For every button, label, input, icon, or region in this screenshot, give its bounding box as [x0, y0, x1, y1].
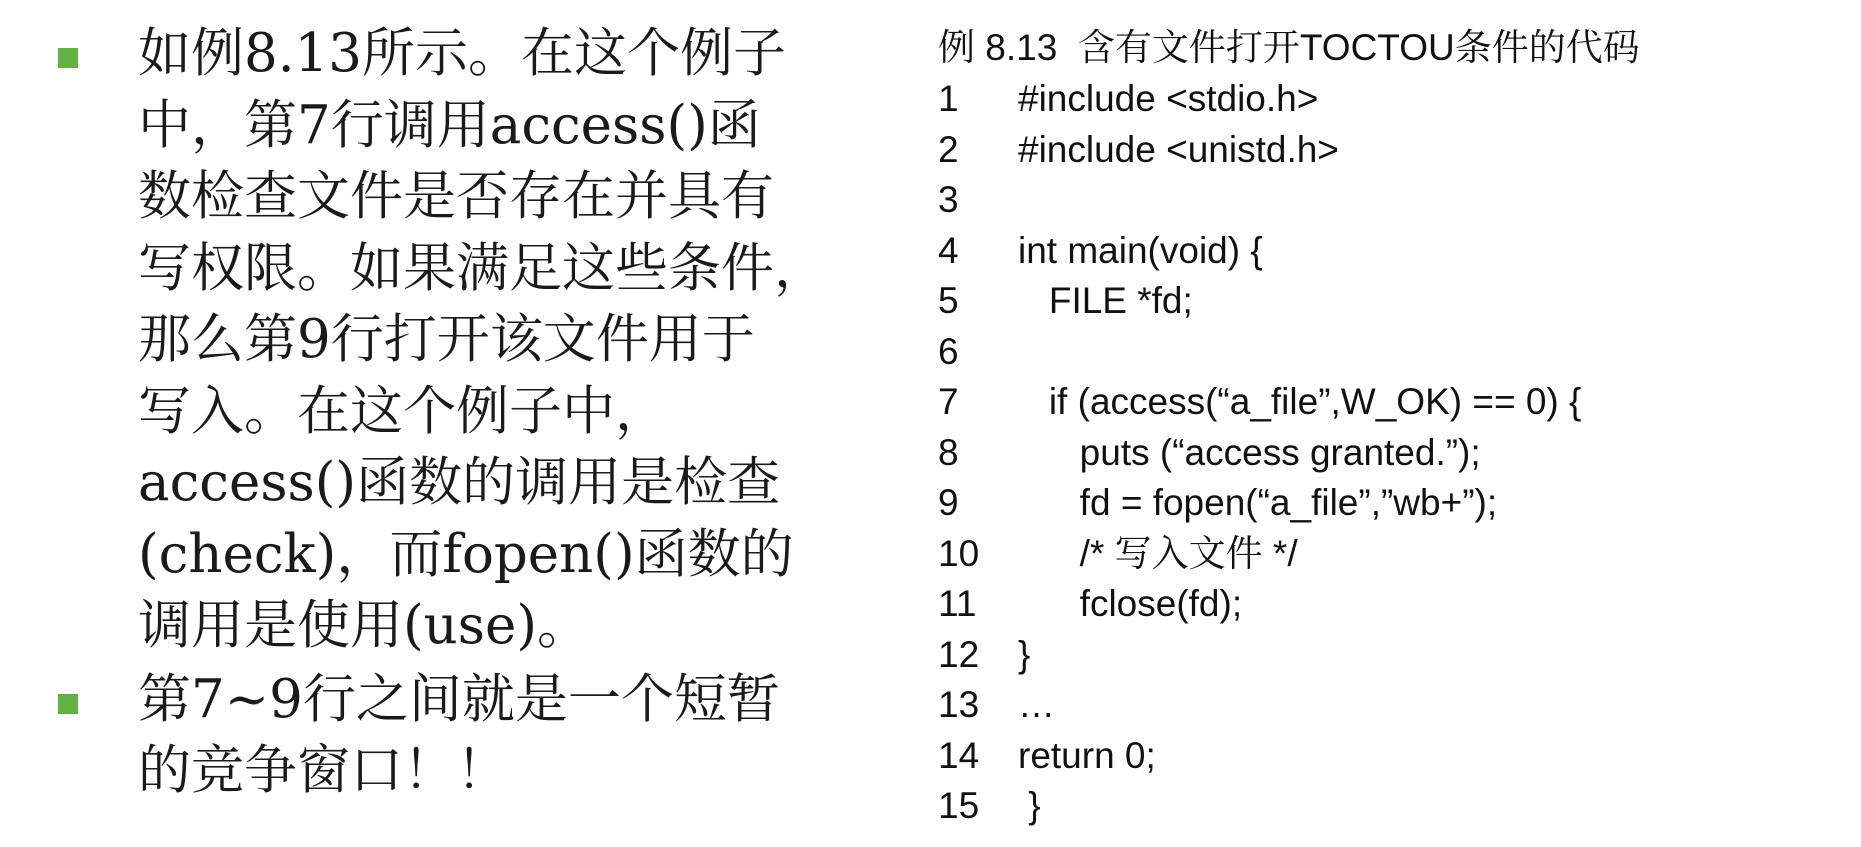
code-line [938, 781, 1838, 832]
code-line [938, 175, 1838, 226]
bullet-item-2 [40, 664, 900, 807]
code-text [1018, 175, 1838, 226]
code-text: #include <stdio.h> [1018, 78, 1319, 119]
code-example-title: 例 8.13 含有文件打开TOCTOU条件的代码 [938, 27, 1640, 68]
bullet-text-1: 如例8.13所示。在这个例子 中，第7行调用access()函 数检查文件是否存在并具有 写权限。如果满足这些条件， 那么第9行打开该文件用于 写入。在这个例子中， access()函数的调用是检查 (check)，而fopen()函数的 调用是使用(use)。 [138, 23, 827, 656]
line-number: 4 [938, 229, 959, 271]
code-text: /* 写入文件 */ [1018, 532, 1298, 574]
line-number: 12 [938, 633, 980, 675]
code-line [938, 226, 1838, 277]
code-example-panel [938, 22, 1838, 832]
code-text: } [1018, 633, 1031, 675]
bullet-item-1 [40, 18, 900, 662]
code-text: fd = fopen(“a_file”,”wb+”); [1018, 482, 1498, 523]
code-line [938, 630, 1838, 681]
code-text: fclose(fd); [1018, 583, 1243, 624]
code-text: int main(void) { [1018, 229, 1263, 271]
bullet-text-2: 第7~9行之间就是一个短暂 的竞争窗口！！ [138, 668, 780, 801]
code-text: puts (“access granted.”); [1018, 431, 1481, 473]
code-line [938, 731, 1838, 782]
code-line [938, 74, 1838, 125]
code-line [938, 529, 1838, 580]
line-number: 5 [938, 280, 959, 321]
code-line [938, 478, 1838, 529]
line-number: 9 [938, 482, 959, 523]
code-text: FILE *fd; [1018, 280, 1193, 321]
bullet-square-icon [58, 48, 78, 68]
code-text: … [1018, 684, 1055, 725]
code-text [1018, 327, 1838, 378]
bullet-square-icon [58, 694, 78, 714]
line-number: 7 [938, 381, 959, 422]
code-text: } [1018, 785, 1041, 826]
line-number: 1 [938, 78, 959, 119]
line-number: 2 [938, 128, 959, 170]
code-text: return 0; [1018, 734, 1156, 776]
line-number: 15 [938, 785, 980, 826]
line-number: 13 [938, 684, 980, 725]
line-number: 6 [938, 330, 959, 372]
line-number: 14 [938, 734, 980, 776]
code-line [938, 579, 1838, 630]
code-listing [938, 74, 1838, 832]
code-line [938, 276, 1838, 327]
line-number: 10 [938, 532, 980, 574]
code-line [938, 680, 1838, 731]
code-line [938, 428, 1838, 479]
code-text: if (access(“a_file”,W_OK) == 0) { [1018, 381, 1582, 422]
code-line [938, 327, 1838, 378]
code-text: #include <unistd.h> [1018, 128, 1339, 170]
line-number: 8 [938, 431, 959, 473]
code-line [938, 125, 1838, 176]
code-line [938, 377, 1838, 428]
line-number: 11 [938, 583, 977, 624]
explanation-panel [40, 18, 900, 809]
line-number: 3 [938, 179, 959, 220]
